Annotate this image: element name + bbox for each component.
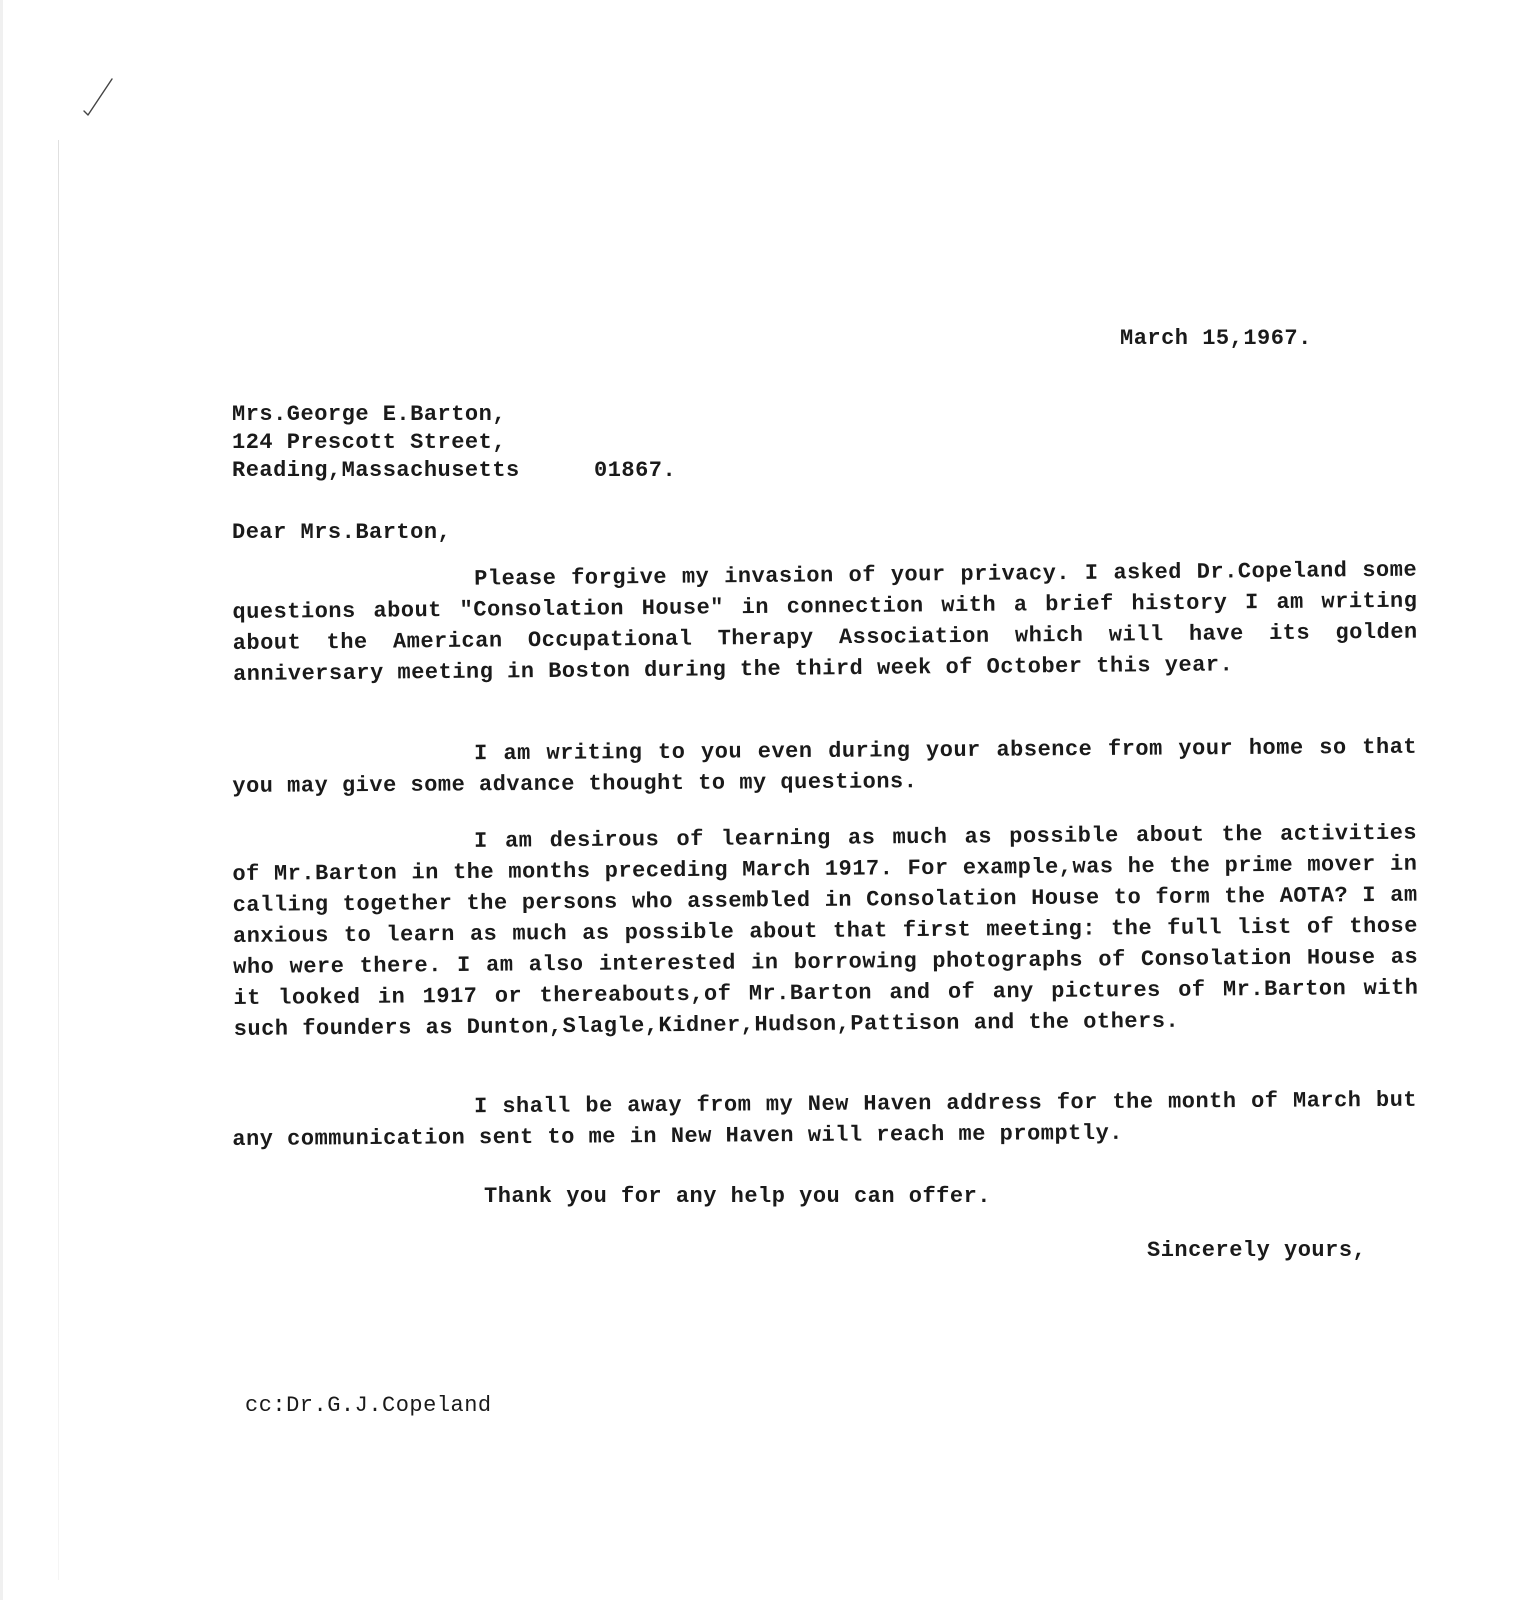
recipient-name: Mrs.George E.Barton,: [232, 402, 507, 427]
paragraph-3: I am desirous of learning as much as possible about the activities of Mr.Barton in the months preceding March 1917. For example,was he the prime mover in calling together the persons who assembled in Consolation House to form the AOTA? I am anxious to learn as much as possible about that first meeting: the full list of those who were there. I am also interested in borrowing photographs of Consolation House as it looked in 1917 or thereabouts,of Mr.Barton and of any pictures of Mr.Barton with such founders as Dunton,Slagle,Kidner,Hudson,Pattison and the others.: [232, 820, 1419, 1042]
paragraph-1: Please forgive my invasion of your privacy. I asked Dr.Copeland some questions about "Consolation House" in connection with a brief history I am writing about the American Occupational Therapy Association which will have its golden anniversary meeting in Boston during the third week of October this year.: [232, 557, 1418, 687]
salutation: Dear Mrs.Barton,: [232, 520, 452, 545]
paragraph-2: I am writing to you even during your absence from your home so that you may give some advance thought to my questions.: [232, 734, 1418, 799]
closing: Sincerely yours,: [1147, 1238, 1367, 1263]
letter-date: March 15,1967.: [1120, 326, 1312, 351]
recipient-street: 124 Prescott Street,: [232, 430, 507, 455]
recipient-zip: 01867.: [594, 458, 677, 483]
scan-edge-far-left: [0, 0, 3, 1600]
recipient-city-state: Reading,Massachusetts: [232, 458, 520, 483]
scan-edge-left: [58, 140, 59, 1580]
check-mark-icon: [78, 75, 118, 120]
thanks-line: Thank you for any help you can offer.: [484, 1184, 991, 1209]
cc-line: cc:Dr.G.J.Copeland: [245, 1393, 492, 1418]
paragraph-4: I shall be away from my New Haven address for the month of March but any communication sent to me in New Haven will reach me promptly.: [232, 1087, 1418, 1152]
